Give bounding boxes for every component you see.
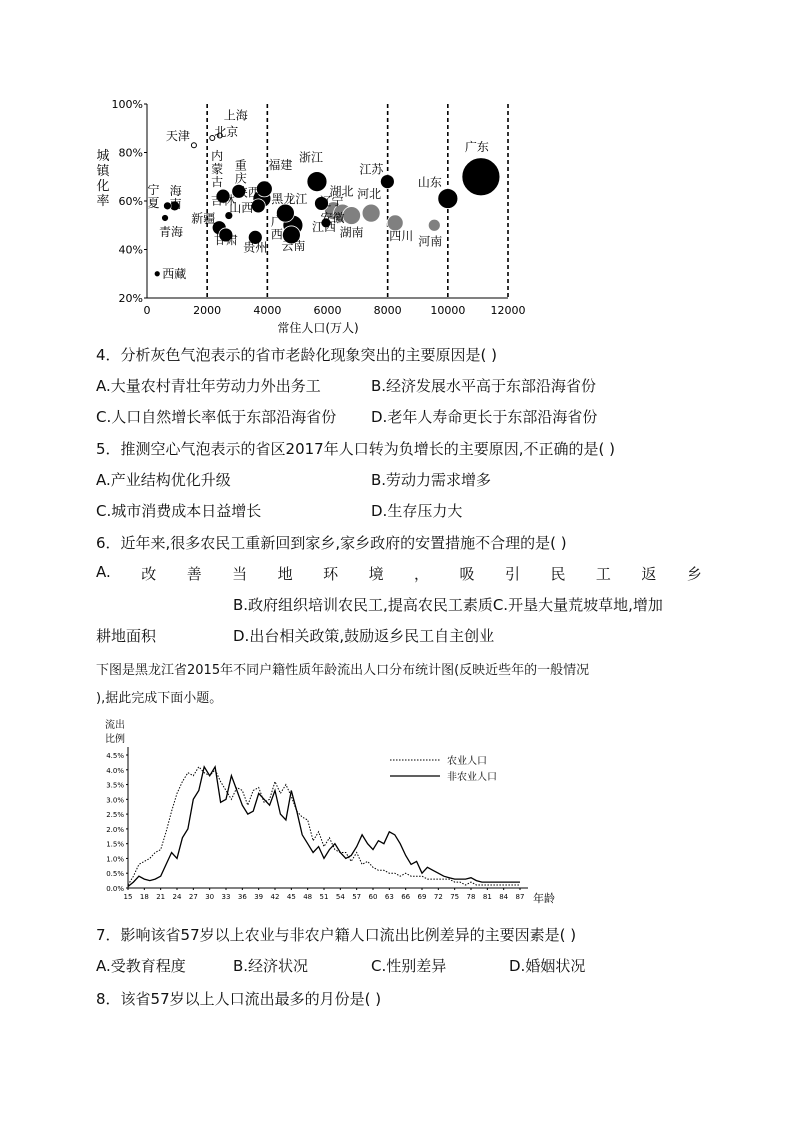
line-x-tick-label: 42 [270,893,280,901]
line-x-tick-label: 87 [515,893,525,901]
bubble-y-tick-label: 100% [111,98,143,111]
question-6-option-a-char: ， [414,565,430,583]
line-x-tick-label: 60 [368,893,378,901]
question-4-stem: 4．分析灰色气泡表示的省市老龄化现象突出的主要原因是( ) [96,346,498,364]
line-y-tick-label: 4.5% [106,752,124,760]
line-y-tick-label: 3.0% [106,796,124,805]
question-6-option-a-char: 善 [186,565,202,583]
line-x-tick-label: 54 [335,893,345,901]
bubble-x-tick-label: 8000 [373,304,402,317]
bubble-label: 上海 [223,108,248,123]
line-y-tick-label: 2.0% [106,825,124,834]
bubble-x-tick-label: 4000 [253,304,282,317]
bubble-black [154,271,160,277]
bubble-black [438,189,458,209]
legend-label: 非农业人口 [447,772,497,783]
bubble-y-tick-label: 80% [118,146,143,160]
line-y-tick-label: 3.5% [106,781,124,790]
line-x-tick-label: 39 [254,893,264,901]
line-x-tick-label: 81 [482,893,492,901]
line-x-tick-label: 57 [352,893,362,901]
bubble-label: 河北 [357,187,382,202]
question-5-option-d: D.生存压力大 [371,502,463,520]
bubble-label: 天津 [165,129,190,144]
line-x-tick-label: 45 [286,893,296,901]
bubble-label: 云南 [281,238,306,253]
bubble-label: 辽宁 [319,194,344,209]
bubble-x-tick-label: 0 [143,304,151,317]
line-x-tick-label: 66 [401,893,411,901]
bubble-label: 江苏 [359,162,384,177]
bubble-black [462,158,500,196]
line-x-tick-label: 36 [237,893,247,901]
line-chart [95,712,565,910]
bubble-gray [343,207,361,225]
question-8-stem: 8．该省57岁以上人口流出最多的月份是( ) [96,990,382,1008]
section-intro-line-2: ),据此完成下面小题。 [96,691,223,706]
bubble-black [307,172,327,192]
question-5-option-c: C.城市消费成本日益增长 [96,502,262,520]
bubble-label: 福建 [268,157,293,172]
bubble-label: 新疆 [191,211,216,226]
series-agricultural-line [128,767,520,885]
question-6-option-a [96,563,702,584]
bubble-label: 内蒙古 [211,149,224,190]
line-x-tick-label: 21 [156,893,166,901]
bubble-x-tick-label: 10000 [430,304,466,317]
bubble-chart-ylabel: 城镇化率 [96,149,110,209]
question-7-option-b: B.经济状况 [233,957,309,975]
question-6-stem: 6．近年来,很多农民工重新回到家乡,家乡政府的安置措施不合理的是( ) [96,534,567,552]
bubble-gray [428,219,440,231]
line-y-tick-label: 1.0% [106,855,124,864]
question-7-option-d: D.婚姻状况 [509,957,586,975]
bubble-label: 广东 [464,139,489,154]
line-x-tick-label: 51 [319,893,329,901]
line-y-tick-label: 0.0% [106,885,124,893]
bubble-label: 江西 [311,219,337,234]
bubble-label: 贵州 [243,240,268,255]
series-non-agricultural-line [128,767,520,887]
bubble-label: 河南 [418,234,443,249]
bubble-x-tick-label: 12000 [490,304,526,317]
question-7-option-c: C.性别差异 [371,957,447,975]
line-x-tick-label: 72 [433,893,443,901]
bubble-label: 吉林 [210,193,235,208]
bubble-hollow [191,143,196,148]
bubble-label: 四川 [389,228,414,243]
bubble-black [251,199,265,213]
bubble-label: 重庆 [234,158,247,186]
question-6-option-bc: B.政府组织培训农民工,提高农民工素质C.开垦大量荒坡草地,增加 [233,596,663,614]
question-5-stem: 5．推测空心气泡表示的省区2017年人口转为负增长的主要原因,不正确的是( ) [96,440,615,458]
bubble-chart-xlabel: 常住人口(万人) [277,321,359,335]
question-6-option-a-char: 返 [641,565,657,583]
question-7-stem: 7．影响该省57岁以上农业与非农户籍人口流出比例差异的主要因素是( ) [96,926,577,944]
bubble-y-tick-label: 40% [118,243,143,257]
bubble-label: 甘肃 [213,232,238,247]
bubble-black [162,214,169,221]
question-4-option-c: C.人口自然增长率低于东部沿海省份 [96,408,337,426]
question-6-option-a-char: 工 [595,565,611,583]
bubble-label: 山东 [417,175,442,190]
bubble-y-tick-label: 20% [118,292,143,305]
line-x-tick-label: 24 [172,893,182,901]
bubble-label: 海南 [169,183,182,211]
line-chart-ylabel-line2: 比例 [105,734,125,745]
line-chart-ylabel-line1: 流出 [105,720,125,731]
bubble-y-tick-label: 60% [118,195,143,208]
question-6-option-a-char: 民 [550,565,566,583]
question-6-option-a-char: 当 [232,565,248,583]
bubble-label: 山西 [229,200,254,215]
bubble-chart [90,94,530,340]
bubble-label: 安徽 [320,211,345,226]
line-x-tick-label: 63 [384,893,394,901]
question-6-option-a-char: 改 [141,565,157,583]
line-x-tick-label: 18 [139,893,149,901]
question-4-option-b: B.经济发展水平高于东部沿海省份 [371,377,597,395]
question-7-option-a: A.受教育程度 [96,957,186,975]
section-intro-line-1: 下图是黑龙江省2015年不同户籍性质年龄流出人口分布统计图(反映近些年的一般情况 [96,663,590,678]
bubble-label: 宁夏 [147,182,160,210]
question-6-option-a-char: 乡 [686,565,702,583]
line-y-tick-label: 1.5% [106,840,124,849]
line-x-tick-label: 75 [450,893,460,901]
question-6-option-d: D.出台相关政策,鼓励返乡民工自主创业 [233,627,495,645]
line-x-tick-label: 27 [188,893,198,901]
legend-label: 农业人口 [447,756,487,767]
bubble-gray [362,204,380,222]
bubble-label: 湖北 [329,184,354,199]
question-6-option-c-continued: 耕地面积 [96,627,157,645]
line-y-tick-label: 0.5% [106,870,124,879]
question-6-option-a-char: 地 [277,565,293,583]
bubble-label: 西藏 [162,266,187,281]
bubble-label: 青海 [159,224,184,239]
question-6-option-a-char: A. [96,563,111,581]
bubble-label: 湖南 [339,225,364,240]
question-5-option-a: A.产业结构优化升级 [96,471,231,489]
bubble-black [380,175,394,189]
line-y-tick-label: 2.5% [106,811,124,820]
bubble-label: 北京 [214,124,239,139]
line-x-tick-label: 30 [205,893,215,901]
question-6-option-a-char: 境 [368,565,384,583]
line-y-tick-label: 4.0% [106,766,124,775]
question-6-option-a-char: 吸 [459,565,475,583]
line-x-tick-label: 84 [499,893,509,901]
question-4-option-d: D.老年人寿命更长于东部沿海省份 [371,408,598,426]
question-6-option-a-char: 引 [504,565,520,583]
line-x-tick-label: 78 [466,893,476,901]
question-6-option-a-char: 环 [323,565,339,583]
line-x-tick-label: 15 [123,893,133,901]
line-x-tick-label: 69 [417,893,427,901]
bubble-x-tick-label: 6000 [313,304,342,317]
line-x-tick-label: 33 [221,893,231,901]
question-5-option-b: B.劳动力需求增多 [371,471,492,489]
bubble-label: 广西 [270,214,283,242]
question-4-option-a: A.大量农村青壮年劳动力外出务工 [96,377,321,395]
bubble-label: 陕西 [235,185,260,200]
line-chart-xunit: 年龄 [533,892,555,905]
bubble-label: 浙江 [298,150,323,165]
bubble-label: 黑龙江 [271,192,308,207]
bubble-x-tick-label: 2000 [193,304,222,317]
line-x-tick-label: 48 [303,893,313,901]
